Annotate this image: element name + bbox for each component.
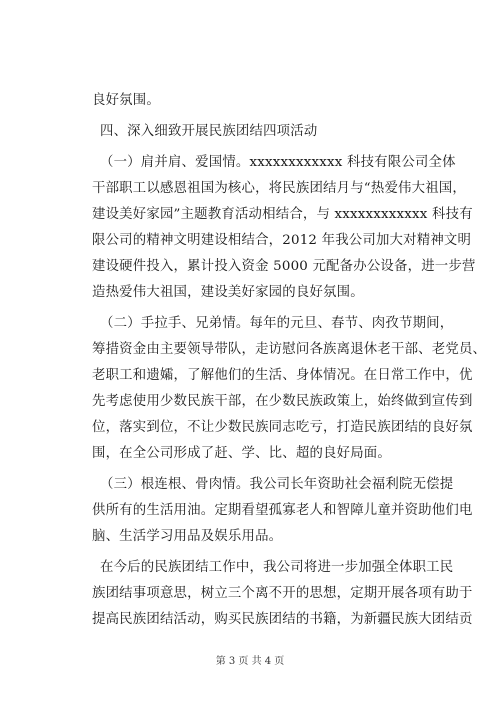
paragraph-line: （一）肩并肩、爱国情。xxxxxxxxxxxx 科技有限公司全体 (100, 155, 456, 170)
paragraph-line: 围，在全公司形成了赶、学、比、超的良好局面。 (92, 446, 391, 461)
paragraph-line: （三）根连根、骨肉情。我公司长年资助社会福利院无偿提 (100, 477, 454, 492)
paragraph-line: （二）手拉手、兄弟情。每年的元旦、春节、肉孜节期间， (100, 316, 454, 331)
paragraph-line: 先考虑使用少数民族干部，在少数民族政策上，始终做到宣传到 (92, 394, 473, 409)
paragraph-line: 干部职工以感恩祖国为核心，将民族团结月与“热爱伟大祖国， (92, 181, 466, 196)
paragraph-line: 老职工和遗孀，了解他们的生活、身体情况。在日常工作中，优 (92, 368, 473, 383)
paragraph-line: 提高民族团结活动，购买民族团结的书籍，为新疆民族大团结贡 (92, 612, 473, 627)
paragraph-line: 建设硬件投入，累计投入资金 5000 元配备办公设备，进一步营 (92, 259, 476, 274)
paragraph-line: 供所有的生活用油。定期看望孤寡老人和智障儿童并资助他们电 (92, 503, 473, 518)
paragraph-line: 限公司的精神文明建设相结合，2012 年我公司加大对精神文明 (92, 233, 472, 248)
paragraph-line: 族团结事项意思，树立三个离不开的思想，定期开展各项有助于 (92, 586, 473, 601)
paragraph-line: 造热爱伟大祖国，建设美好家园的良好氛围。 (92, 285, 364, 300)
section-heading: 四、深入细致开展民族团结四项活动 (100, 124, 318, 139)
document-body (92, 88, 487, 633)
paragraph-line: 位，落实到位，不让少数民族同志吃亏，打造民族团结的良好氛 (92, 420, 473, 435)
paragraph-line: 筹措资金由主要领导带队，走访慰问各族离退休老干部、老党员、 (92, 342, 487, 357)
paragraph-line: 脑、生活学习用品及娱乐用品。 (92, 529, 283, 544)
paragraph-line: 建设美好家园”主题教育活动相结合，与 xxxxxxxxxxxx 科技有 (92, 207, 473, 222)
page-footer: 第 3 页 共 4 页 (215, 656, 285, 667)
paragraph-line: 良好氛围。 (92, 93, 160, 108)
paragraph-line: 在今后的民族团结工作中，我公司将进一步加强全体职工民 (100, 560, 454, 575)
